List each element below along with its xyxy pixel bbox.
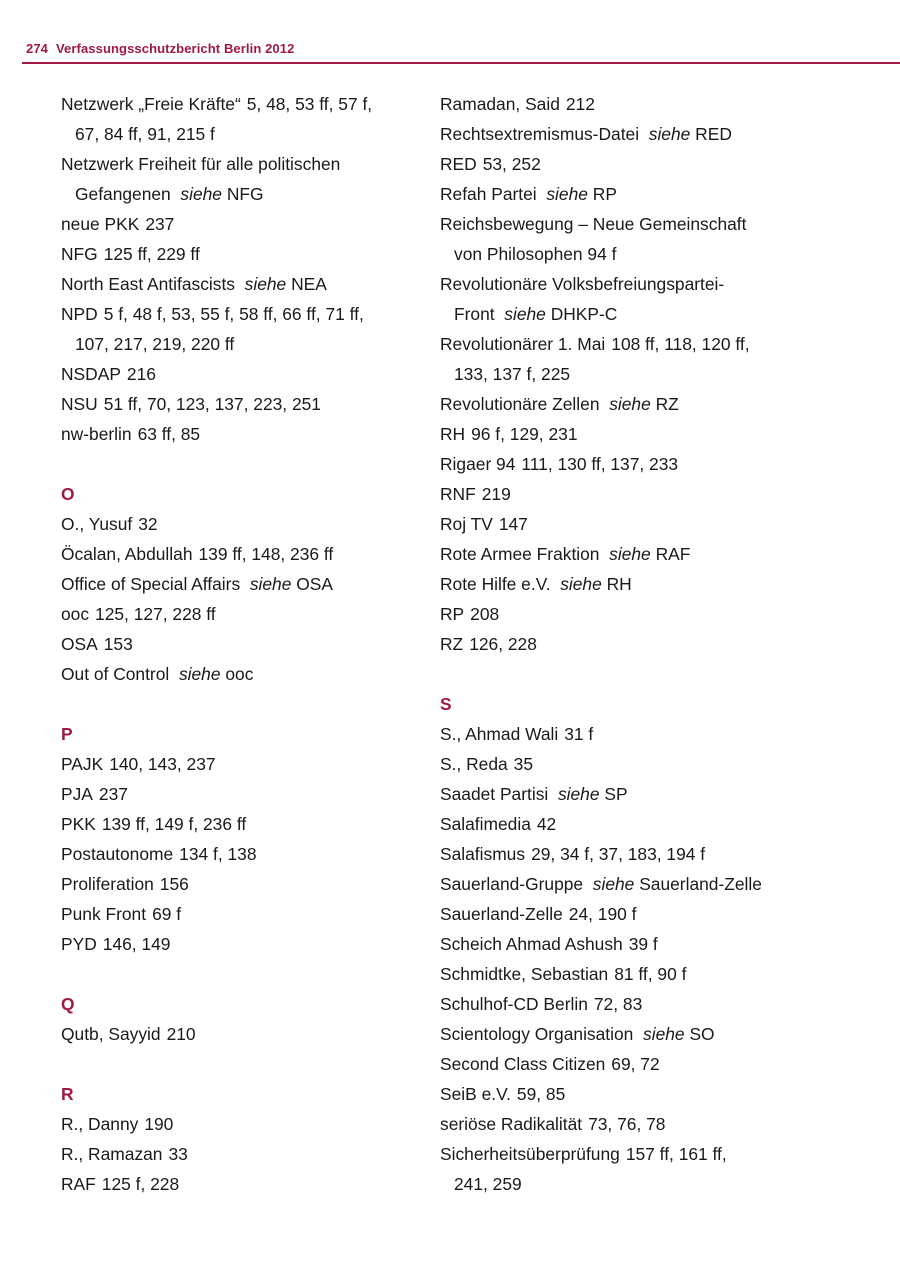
page-locators: 237: [98, 784, 128, 804]
index-entry: [440, 149, 880, 179]
index-term: PAJK: [61, 754, 104, 774]
index-term: Gefangenen: [75, 184, 171, 204]
index-term: Salafismus: [440, 844, 526, 864]
index-cross-reference: [440, 569, 880, 599]
index-term: Scheich Ahmad Ashush: [440, 934, 623, 954]
index-entry-continuation: 133, 137 f, 225: [454, 364, 571, 384]
index-term: Netzwerk „Freie Kräfte“: [61, 94, 241, 114]
index-cross-reference: [440, 119, 880, 149]
index-term: R., Danny: [61, 1114, 139, 1134]
index-term: Reichsbewegung – Neue Gemeinschaft: [440, 214, 747, 234]
index-cross-reference: [440, 1019, 880, 1049]
index-term: Schulhof-CD Berlin: [440, 994, 588, 1014]
index-term: S., Ahmad Wali: [440, 724, 559, 744]
page-locators: 5 f, 48 f, 53, 55 f, 58 ff, 66 ff, 71 ff,: [103, 304, 364, 324]
index-term: Sauerland-Zelle: [440, 904, 563, 924]
index-entry: [440, 1079, 880, 1109]
index-term: Revolutionäre Zellen: [440, 394, 600, 414]
index-entry-continuation: 241, 259: [454, 1174, 522, 1194]
index-term: S., Reda: [440, 754, 508, 774]
page-locators: 73, 76, 78: [588, 1114, 666, 1134]
index-entry: [440, 329, 880, 359]
index-term: RH: [440, 424, 466, 444]
section-letter: P: [61, 724, 73, 744]
see-target: OSA: [296, 574, 333, 594]
index-entry: [440, 629, 880, 659]
page-locators: 42: [536, 814, 557, 834]
page-locators: 59, 85: [516, 1084, 566, 1104]
index-term: Front: [454, 304, 495, 324]
siehe-marker: siehe: [244, 274, 287, 294]
page-locators: 24, 190 f: [568, 904, 637, 924]
index-entry: [61, 1169, 441, 1199]
page-locators: 125 ff, 229 ff: [103, 244, 200, 264]
see-target: RAF: [655, 544, 691, 564]
siehe-marker: siehe: [546, 184, 588, 204]
page-locators: 72, 83: [593, 994, 643, 1014]
see-target: SP: [604, 784, 628, 804]
page-locators: 53, 252: [482, 154, 541, 174]
index-term: Sicherheitsüberprüfung: [440, 1144, 620, 1164]
see-target: NFG: [226, 184, 264, 204]
see-target: RP: [592, 184, 617, 204]
index-entry: [440, 929, 880, 959]
siehe-marker: siehe: [643, 1024, 685, 1044]
index-entry: [440, 1049, 880, 1079]
index-term: Punk Front: [61, 904, 147, 924]
index-term: Revolutionärer 1. Mai: [440, 334, 606, 354]
index-term: Schmidtke, Sebastian: [440, 964, 609, 984]
siehe-marker: siehe: [560, 574, 602, 594]
page-locators: 69 f: [152, 904, 182, 924]
index-term: Proliferation: [61, 874, 154, 894]
index-entry: [440, 839, 880, 869]
index-cross-reference: [440, 299, 880, 329]
index-term: ooc: [61, 604, 90, 624]
index-entry: [61, 1019, 441, 1049]
index-term: NSDAP: [61, 364, 121, 384]
siehe-marker: siehe: [249, 574, 292, 594]
index-entry: [61, 539, 441, 569]
index-term: Sauerland-Gruppe: [440, 874, 584, 894]
index-term: PYD: [61, 934, 97, 954]
page-locators: 190: [144, 1114, 174, 1134]
section-spacer: [61, 449, 441, 479]
index-entry: [61, 359, 441, 389]
index-term: R., Ramazan: [61, 1144, 163, 1164]
index-entry: [440, 749, 880, 779]
page-locators: 33: [168, 1144, 188, 1164]
page-locators: 146, 149: [102, 934, 171, 954]
index-term: Ramadan, Said: [440, 94, 560, 114]
see-target: RED: [695, 124, 732, 144]
index-entry: [61, 89, 441, 119]
index-entry: [61, 899, 441, 929]
index-entry: [440, 599, 880, 629]
section-letter: S: [440, 694, 452, 714]
index-term: Rote Armee Fraktion: [440, 544, 600, 564]
page-locators: 147: [498, 514, 528, 534]
page-locators: 96 f, 129, 231: [471, 424, 578, 444]
page-locators: 210: [166, 1024, 196, 1044]
index-entry: [440, 419, 880, 449]
siehe-marker: siehe: [609, 394, 651, 414]
page-locators: 39 f: [628, 934, 658, 954]
index-term: Office of Special Affairs: [61, 574, 241, 594]
index-entry: [440, 1109, 880, 1139]
index-entry: [61, 779, 441, 809]
page-locators: 81 ff, 90 f: [614, 964, 687, 984]
index-column-right: [440, 89, 880, 1199]
page-locators: 69, 72: [611, 1054, 660, 1074]
index-entry: [61, 599, 441, 629]
page-locators: 111, 130 ff, 137, 233: [521, 454, 679, 474]
index-entry: [61, 749, 441, 779]
page-locators: 140, 143, 237: [109, 754, 216, 774]
index-term: SeiB e.V.: [440, 1084, 511, 1104]
index-term: Rote Hilfe e.V.: [440, 574, 551, 594]
index-entry: [61, 839, 441, 869]
index-entry: [61, 509, 441, 539]
index-term: Out of Control: [61, 664, 170, 684]
see-target: SO: [689, 1024, 715, 1044]
index-entry: [61, 389, 441, 419]
index-entry-continuation: 107, 217, 219, 220 ff: [75, 334, 235, 354]
page-locators: 134 f, 138: [179, 844, 257, 864]
index-entry: [440, 1139, 880, 1169]
index-term: NSU: [61, 394, 98, 414]
page-locators: 31 f: [564, 724, 594, 744]
index-term: OSA: [61, 634, 98, 654]
page-locators: 35: [513, 754, 534, 774]
page-locators: 156: [159, 874, 189, 894]
index-entry: [61, 419, 441, 449]
index-entry: [61, 209, 441, 239]
index-cross-reference: [440, 779, 880, 809]
page-locators: 126, 228: [469, 634, 537, 654]
see-target: DHKP-C: [550, 304, 618, 324]
index-term: Second Class Citizen: [440, 1054, 606, 1074]
page-locators: 139 ff, 149 f, 236 ff: [101, 814, 247, 834]
page-number: 274: [26, 41, 48, 56]
index-entry: [61, 809, 441, 839]
page-locators: 108 ff, 118, 120 ff,: [611, 334, 750, 354]
siehe-marker: siehe: [180, 184, 222, 204]
index-entry: [440, 809, 880, 839]
index-term: NPD: [61, 304, 98, 324]
page-locators: 139 ff, 148, 236 ff: [198, 544, 334, 564]
index-term: PJA: [61, 784, 93, 804]
index-entry-continuation: 67, 84 ff, 91, 215 f: [75, 124, 215, 144]
index-term: Rigaer 94: [440, 454, 516, 474]
siehe-marker: siehe: [178, 664, 221, 684]
index-term: neue PKK: [61, 214, 140, 234]
siehe-marker: siehe: [504, 304, 546, 324]
see-target: NEA: [291, 274, 327, 294]
index-entry: [440, 479, 880, 509]
index-cross-reference: [440, 539, 880, 569]
see-target: Sauerland-Zelle: [639, 874, 762, 894]
siehe-marker: siehe: [557, 784, 600, 804]
index-cross-reference: [440, 179, 880, 209]
index-term: RZ: [440, 634, 464, 654]
index-cross-reference: [61, 569, 441, 599]
page-locators: 5, 48, 53 ff, 57 f,: [246, 94, 373, 114]
index-term: Saadet Partisi: [440, 784, 549, 804]
page-locators: 125 f, 228: [101, 1174, 180, 1194]
header-title: Verfassungsschutzbericht Berlin 2012: [56, 41, 295, 56]
index-term: O., Yusuf: [61, 514, 133, 534]
index-term: Revolutionäre Volksbefreiungspartei-: [440, 274, 725, 294]
page-locators: 219: [481, 484, 511, 504]
page-locators: 208: [470, 604, 500, 624]
page-locators: 63 ff, 85: [137, 424, 201, 444]
index-entry: [440, 899, 880, 929]
index-cross-reference: [61, 269, 441, 299]
index-term: Netzwerk Freiheit für alle politischen: [61, 154, 341, 174]
page-locators: 216: [126, 364, 156, 384]
index-entry: [440, 89, 880, 119]
index-term: Refah Partei: [440, 184, 537, 204]
siehe-marker: siehe: [648, 124, 691, 144]
page-locators: 153: [103, 634, 133, 654]
index-term: RP: [440, 604, 465, 624]
section-spacer: [440, 659, 880, 689]
index-term: RNF: [440, 484, 476, 504]
index-cross-reference: [440, 389, 880, 419]
section-letter: O: [61, 484, 75, 504]
index-cross-reference: [61, 179, 441, 209]
see-target: RH: [606, 574, 632, 594]
index-entry: [440, 509, 880, 539]
index-term: PKK: [61, 814, 96, 834]
running-header: [26, 41, 294, 56]
index-entry: [440, 449, 880, 479]
section-spacer: [61, 1049, 441, 1079]
index-term: RED: [440, 154, 477, 174]
index-term: Postautonome: [61, 844, 174, 864]
index-entry: [61, 1109, 441, 1139]
section-letter: R: [61, 1084, 74, 1104]
index-entry: [61, 299, 441, 329]
index-term: Scientology Organisation: [440, 1024, 634, 1044]
index-entry: [61, 869, 441, 899]
index-entry: [61, 239, 441, 269]
section-letter: Q: [61, 994, 75, 1014]
index-term: NFG: [61, 244, 98, 264]
index-term: Roj TV: [440, 514, 493, 534]
index-entry: [440, 719, 880, 749]
siehe-marker: siehe: [609, 544, 651, 564]
index-entry: [61, 1139, 441, 1169]
section-spacer: [61, 959, 441, 989]
index-entry: [440, 989, 880, 1019]
index-entry: [440, 959, 880, 989]
index-cross-reference: [440, 869, 880, 899]
index-entry: [61, 929, 441, 959]
index-entry: [61, 149, 441, 179]
see-target: RZ: [655, 394, 679, 414]
section-spacer: [61, 689, 441, 719]
page-locators: 32: [138, 514, 158, 534]
page-locators: 157 ff, 161 ff,: [625, 1144, 727, 1164]
page-locators: 51 ff, 70, 123, 137, 223, 251: [103, 394, 321, 414]
index-term: Rechtsextremismus-Datei: [440, 124, 640, 144]
index-term: seriöse Radikalität: [440, 1114, 583, 1134]
page-locators: 212: [565, 94, 595, 114]
index-entry: [440, 269, 880, 299]
page-locators: 29, 34 f, 37, 183, 194 f: [531, 844, 706, 864]
index-cross-reference: [61, 659, 441, 689]
index-term: Qutb, Sayyid: [61, 1024, 161, 1044]
index-entry: [61, 629, 441, 659]
index-column-left: [61, 89, 441, 1199]
index-term: Öcalan, Abdullah: [61, 544, 193, 564]
page-locators: 125, 127, 228 ff: [95, 604, 216, 624]
index-term: North East Antifascists: [61, 274, 235, 294]
index-entry: [440, 209, 880, 239]
index-term: Salafimedia: [440, 814, 531, 834]
index-entry-continuation: von Philosophen 94 f: [454, 244, 617, 264]
index-term: RAF: [61, 1174, 96, 1194]
siehe-marker: siehe: [592, 874, 635, 894]
index-term: nw-berlin: [61, 424, 132, 444]
see-target: ooc: [225, 664, 254, 684]
header-rule: [22, 62, 900, 64]
page-locators: 237: [145, 214, 175, 234]
